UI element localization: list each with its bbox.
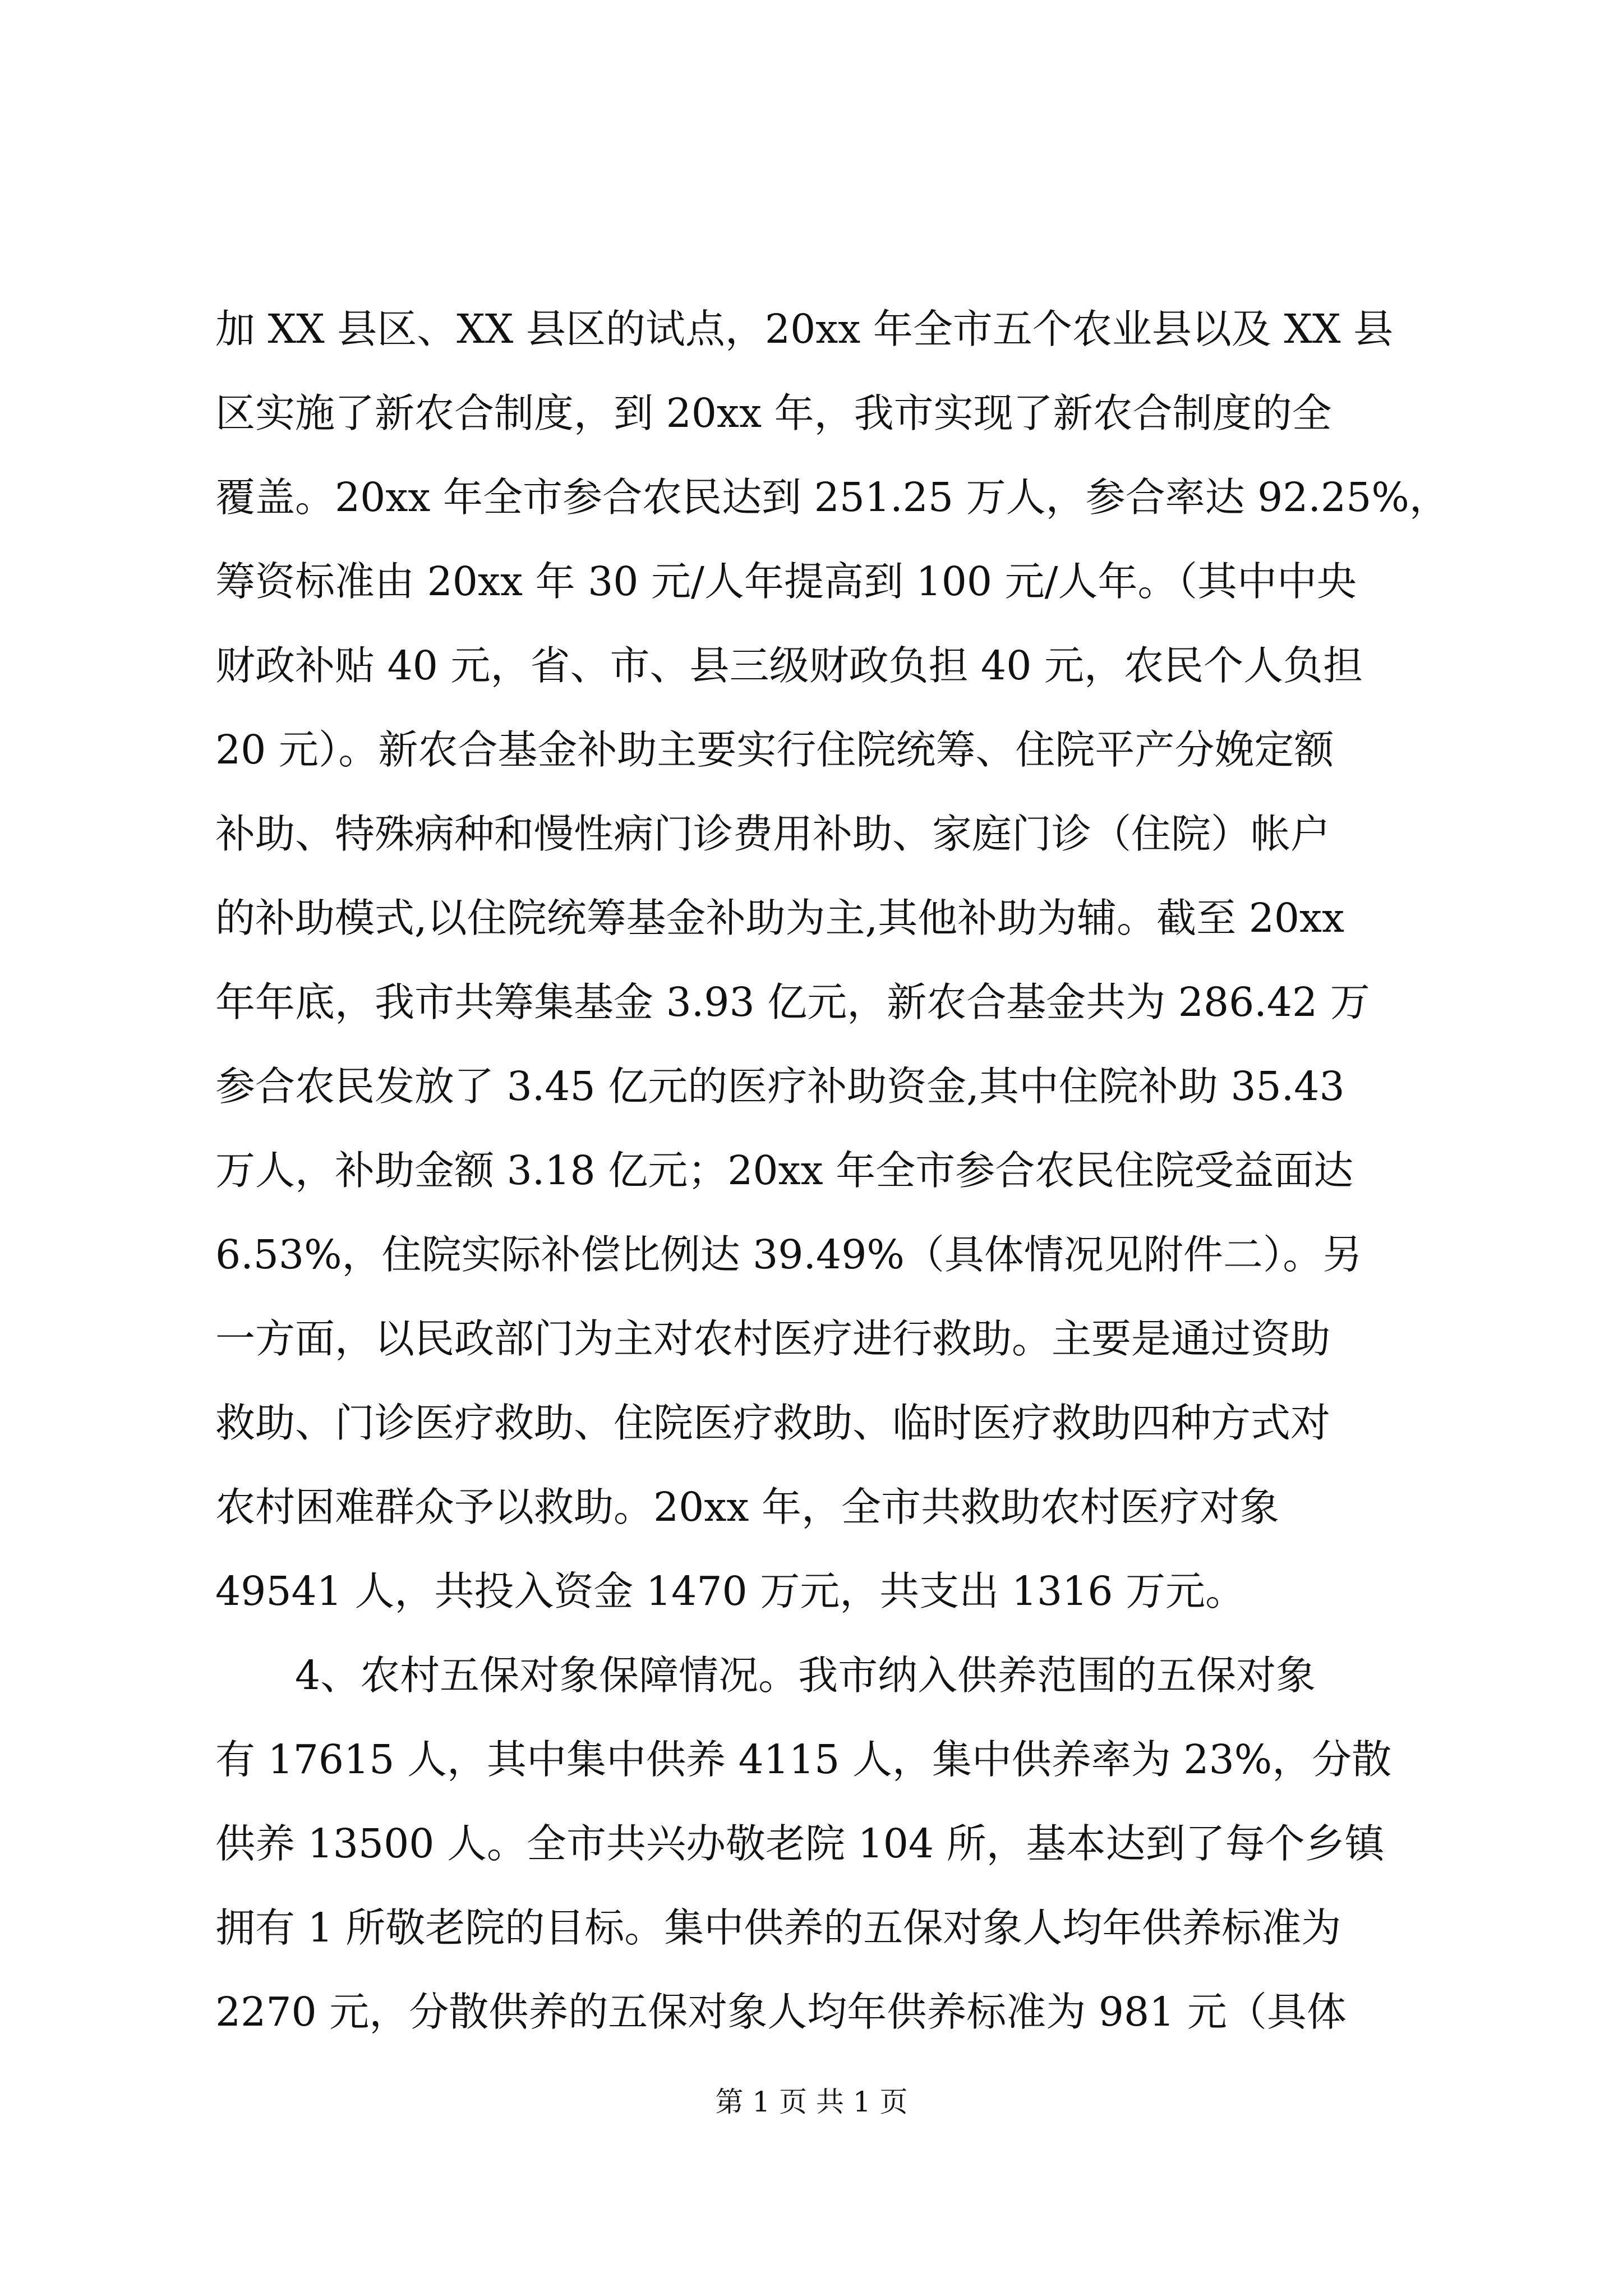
text-line: 加 XX 县区、XX 县区的试点，20xx 年全市五个农业县以及 XX 县 [215, 306, 1394, 352]
text-line: 财政补贴 40 元，省、市、县三级财政负担 40 元，农民个人负担 [215, 642, 1363, 689]
text-line: 覆盖。20xx 年全市参合农民达到 251.25 万人，参合率达 92.25%， [215, 474, 1449, 521]
text-line: 万人，补助金额 3.18 亿元；20xx 年全市参合农民住院受益面达 [215, 1147, 1354, 1194]
text-line: 农村困难群众予以救助。20xx 年，全市共救助农村医疗对象 [215, 1484, 1279, 1530]
text-line: 区实施了新农合制度，到 20xx 年，我市实现了新农合制度的全 [215, 390, 1332, 436]
body-text [215, 287, 1449, 2054]
text-line: 拥有 1 所敬老院的目标。集中供养的五保对象人均年供养标准为 [215, 1904, 1341, 1951]
text-line: 供养 13500 人。全市共兴办敬老院 104 所，基本达到了每个乡镇 [215, 1820, 1385, 1867]
text-line: 49541 人，共投入资金 1470 万元，共支出 1316 万元。 [215, 1568, 1246, 1614]
text-line: 救助、门诊医疗救助、住院医疗救助、临时医疗救助四种方式对 [215, 1400, 1331, 1446]
text-line: 补助、特殊病种和慢性病门诊费用补助、家庭门诊（住院）帐户 [215, 811, 1331, 857]
text-line: 有 17615 人，其中集中供养 4115 人，集中供养率为 23%，分散 [215, 1736, 1392, 1783]
text-line: 一方面，以民政部门为主对农村医疗进行救助。主要是通过资助 [215, 1315, 1331, 1362]
text-line: 2270 元，分散供养的五保对象人均年供养标准为 981 元（具体 [215, 1989, 1347, 2035]
text-line: 6.53%，住院实际补偿比例达 39.49%（具体情况见附件二）。另 [215, 1231, 1363, 1278]
text-line: 的补助模式,以住院统筹基金补助为主,其他补助为辅。截至 20xx [215, 895, 1345, 941]
text-line: 筹资标准由 20xx 年 30 元/人年提高到 100 元/人年。（其中中央 [215, 558, 1357, 605]
text-line: 参合农民发放了 3.45 亿元的医疗补助资金,其中住院补助 35.43 [215, 1063, 1345, 1110]
text-line: 4、农村五保对象保障情况。我市纳入供养范围的五保对象 [215, 1652, 1316, 1699]
page-footer: 第 1 页 共 1 页 [715, 2086, 908, 2118]
text-line: 年年底，我市共筹集基金 3.93 亿元，新农合基金共为 286.42 万 [215, 979, 1370, 1025]
text-line: 20 元）。新农合基金补助主要实行住院统筹、住院平产分娩定额 [215, 726, 1334, 773]
